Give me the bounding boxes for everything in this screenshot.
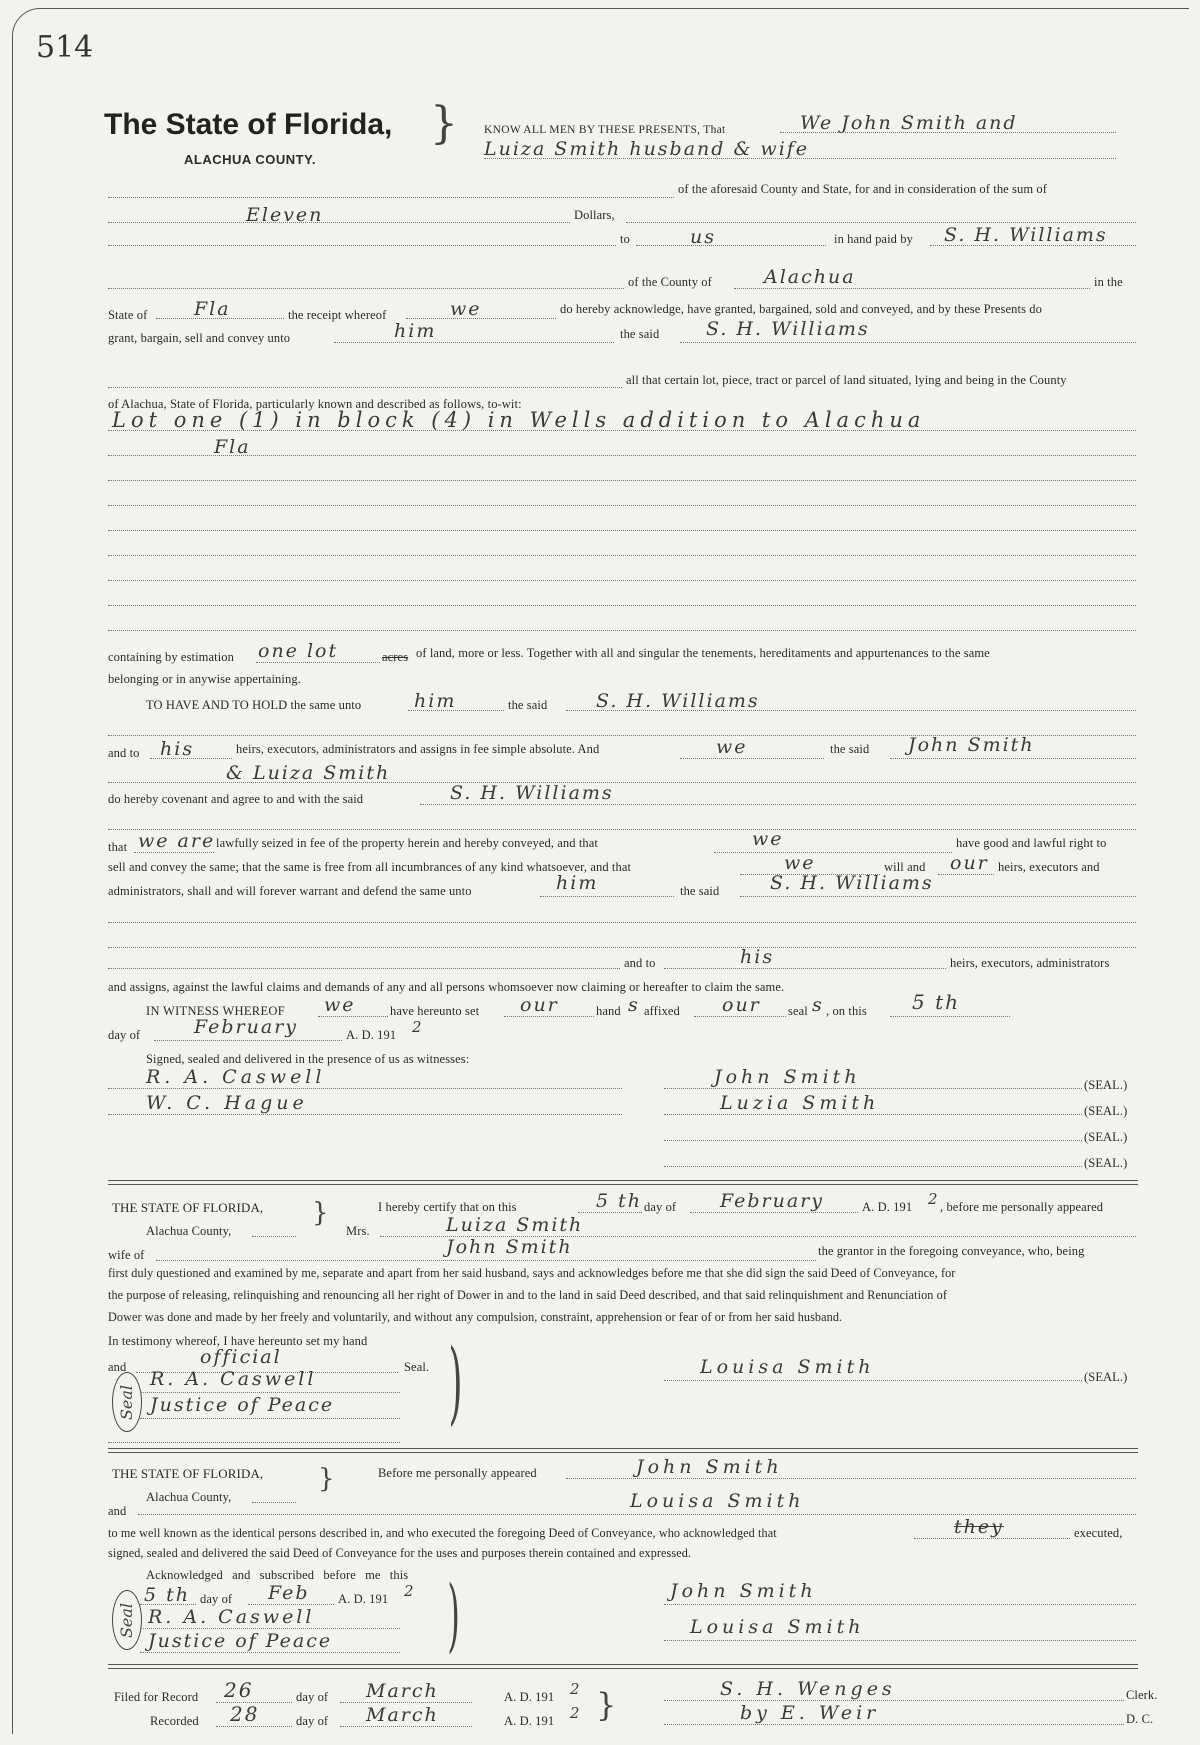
dower-grantor: the grantor in the foregoing conveyance, who, being xyxy=(818,1244,1085,1258)
grantor-handwriting-2: Luiza Smith husband & wife xyxy=(484,138,810,160)
section-divider-3 xyxy=(108,1664,1138,1669)
dower-seal-label: (SEAL.) xyxy=(1084,1370,1128,1384)
ack-signer-2-handwriting: Louisa Smith xyxy=(690,1616,865,1638)
witness-whereof-label: IN WITNESS WHEREOF xyxy=(146,1004,285,1018)
ack-officer-handwriting-1: R. A. Caswell xyxy=(148,1606,315,1628)
signed-text: Signed, sealed and delivered in the presence of us as witnesses: xyxy=(146,1052,470,1066)
to-handwriting: us xyxy=(690,226,716,248)
dower-mrs-handwriting: Luiza Smith xyxy=(446,1214,584,1236)
containing-handwriting: one lot xyxy=(258,640,339,662)
of-alachua-text: of Alachua, State of Florida, particularly known and described as follows, to-wit: xyxy=(108,397,522,411)
county-handwriting: Alachua xyxy=(764,266,856,288)
dower-testimony: In testimony whereof, I have hereunto set my hand xyxy=(108,1334,368,1348)
witness-2-handwriting: W. C. Hague xyxy=(146,1092,308,1114)
state-title: The State of Florida, xyxy=(104,108,393,141)
seal-3: (SEAL.) xyxy=(1084,1130,1128,1144)
that-handwriting: we are xyxy=(138,830,216,852)
to-label: to xyxy=(620,232,630,246)
filing-brace: } xyxy=(596,1686,617,1724)
covenant-handwriting: S. H. Williams xyxy=(450,782,614,804)
dower-before: , before me personally appeared xyxy=(940,1200,1104,1214)
dower-year-handwriting: 2 xyxy=(928,1190,940,1208)
dower-ad: A. D. 191 xyxy=(862,1200,913,1214)
dower-seal-stamp: Seal xyxy=(112,1372,142,1432)
and-assigns-text: and assigns, against the lawful claims and demands of any and all persons whomsoever now claiming or hereafter to claim the same. xyxy=(108,980,785,994)
dower-p1: first duly questioned and examined by me, separate and apart from her said husband, says and acknowledges before me that she did sign the said Deed of Conveyance, for xyxy=(108,1266,956,1280)
dower-and: and xyxy=(108,1360,127,1374)
hand-paid-label: in hand paid by xyxy=(834,232,913,246)
that-label: that xyxy=(108,840,128,854)
will-and-label: will and xyxy=(884,860,926,874)
ack-before: Before me personally appeared xyxy=(378,1466,537,1480)
grantee-handwriting: S. H. Williams xyxy=(706,318,870,340)
dower-day-of: day of xyxy=(644,1200,677,1214)
ack-p2: signed, sealed and delivered the said Deed of Conveyance for the uses and purposes therein contained and expressed. xyxy=(108,1546,692,1560)
ack-and: and xyxy=(108,1504,127,1518)
containing-label: containing by estimation xyxy=(108,650,234,664)
dower-official-handwriting: official xyxy=(200,1346,282,1368)
paid-by-handwriting: S. H. Williams xyxy=(944,224,1108,246)
state-of-label: State of xyxy=(108,308,148,322)
rec-year-handwriting: 2 xyxy=(570,1704,582,1722)
dower-brace: } xyxy=(312,1198,329,1228)
ack-person-1-handwriting: John Smith xyxy=(636,1456,783,1478)
year-handwriting: 2 xyxy=(412,1018,424,1036)
ack-p1: to me well known as the identical persons described in, and who executed the foregoing Deed of Conveyance, who acknowledged that xyxy=(108,1526,777,1540)
dower-state: THE STATE OF FLORIDA, xyxy=(112,1200,264,1215)
header-brace: } xyxy=(430,98,458,149)
to-have-handwriting: him xyxy=(414,690,457,712)
filed-month-handwriting: March xyxy=(366,1680,439,1702)
ack-person-2-handwriting: Louisa Smith xyxy=(630,1490,805,1512)
clerk-handwriting: S. H. Wenges xyxy=(720,1678,896,1700)
dower-certify: I hereby certify that on this xyxy=(378,1200,517,1214)
county-title: ALACHUA COUNTY. xyxy=(184,152,316,167)
state-handwriting: Fla xyxy=(194,298,231,320)
the-said-label-2: the said xyxy=(508,698,548,712)
ack-sig-brace: ) xyxy=(447,1568,460,1661)
witness-handwriting: we xyxy=(324,994,356,1016)
and-to-label-2: and to xyxy=(624,956,656,970)
sell-convey-text: sell and convey the same; that the same is free from all incumbrances of any kind whatsoever, and that xyxy=(108,860,632,874)
dc-handwriting: by E. Weir xyxy=(740,1702,880,1724)
seal-4: (SEAL.) xyxy=(1084,1156,1128,1170)
dower-day-handwriting: 5 th xyxy=(596,1190,642,1212)
ack-state: THE STATE OF FLORIDA, xyxy=(112,1466,264,1481)
section-divider-1 xyxy=(108,1180,1138,1185)
ack-county: Alachua County, xyxy=(146,1490,232,1504)
administrators-text: administrators, shall and will forever warrant and defend the same unto xyxy=(108,884,472,898)
ack-brace: } xyxy=(318,1464,335,1494)
will-handwriting: our xyxy=(950,852,989,874)
and-handwriting: we xyxy=(716,736,748,758)
ack-acknowledged: Acknowledged and subscribed before me this xyxy=(146,1568,409,1582)
ack-day-handwriting: 5 th xyxy=(144,1584,190,1606)
on-this-label: , on this xyxy=(826,1004,867,1018)
dower-p2: the purpose of releasing, relinquishing and renouncing all her right of Dower in and to the land in said Deed described, and that said relinquishment and Renunciation of xyxy=(108,1288,947,1302)
dower-p3: Dower was done and made by her freely and voluntarily, and without any compulsion, constraint, apprehension or fear of or from her said husband. xyxy=(108,1310,843,1324)
of-land-text: of land, more or less. Together with all and singular the tenements, hereditaments and appurtenances to the same xyxy=(416,646,990,660)
dower-husband-handwriting: John Smith xyxy=(446,1236,573,1258)
description-handwriting-1: Lot one (1) in block (4) in Wells addition to Alachua xyxy=(112,408,926,432)
ad-label: A. D. 191 xyxy=(346,1028,397,1042)
hand-label: hand xyxy=(596,1004,621,1018)
the-said-label-3: the said xyxy=(830,742,870,756)
ack-ad: A. D. 191 xyxy=(338,1592,389,1606)
admin-name-handwriting: S. H. Williams xyxy=(770,872,934,894)
receipt-handwriting: we xyxy=(450,298,482,320)
signer-2-handwriting: Luzia Smith xyxy=(720,1092,880,1114)
admin-handwriting: him xyxy=(556,872,599,894)
all-certain-text: all that certain lot, piece, tract or parcel of land situated, lying and being in the County xyxy=(626,373,1067,387)
ack-seal-stamp: Seal xyxy=(112,1590,142,1650)
recorded-label: Recorded xyxy=(150,1714,199,1728)
seal-2: (SEAL.) xyxy=(1084,1104,1128,1118)
lawfully-text: lawfully seized in fee of the property herein and hereby conveyed, and that xyxy=(216,836,598,850)
seal-1: (SEAL.) xyxy=(1084,1078,1128,1092)
dc-label: D. C. xyxy=(1126,1712,1154,1726)
know-all-text: KNOW ALL MEN BY THESE PRESENTS, That xyxy=(484,124,726,136)
rec-day-handwriting: 28 xyxy=(230,1702,260,1726)
grant-handwriting: him xyxy=(394,320,437,342)
acknowledge-text: do hereby acknowledge, have granted, bargained, sold and conveyed, and by these Presents do xyxy=(560,302,1042,316)
grantor-handwriting-1: We John Smith and xyxy=(800,112,1018,134)
acres-label: acres xyxy=(382,650,409,664)
month-handwriting: February xyxy=(194,1016,299,1038)
dower-county: Alachua County, xyxy=(146,1224,232,1238)
dower-officer-handwriting-2: Justice of Peace xyxy=(150,1394,335,1416)
dower-sig-brace: ) xyxy=(448,1330,463,1435)
heirs-label-2: heirs, executors and xyxy=(998,860,1100,874)
ack-month-handwriting: Feb xyxy=(268,1582,310,1604)
description-handwriting-2: Fla xyxy=(214,436,251,458)
lawfully-handwriting: we xyxy=(752,828,784,850)
consideration-text: of the aforesaid County and State, for and in consideration of the sum of xyxy=(678,182,1048,196)
clerk-label: Clerk. xyxy=(1126,1688,1158,1702)
filed-day-of: day of xyxy=(296,1690,329,1704)
dower-officer-handwriting-1: R. A. Caswell xyxy=(150,1368,317,1390)
section-divider-2 xyxy=(108,1448,1138,1453)
witness-1-handwriting: R. A. Caswell xyxy=(146,1066,326,1088)
dower-seal-word: Seal. xyxy=(404,1360,430,1374)
ack-year-handwriting: 2 xyxy=(404,1582,416,1600)
to-have-name-handwriting: S. H. Williams xyxy=(596,690,760,712)
to-have-label: TO HAVE AND TO HOLD the same unto xyxy=(146,698,362,712)
page-number: 514 xyxy=(36,30,94,65)
filed-year-handwriting: 2 xyxy=(570,1680,582,1698)
day-handwriting: 5 th xyxy=(912,990,960,1014)
filed-day-handwriting: 26 xyxy=(224,1678,254,1702)
belonging-text: belonging or in anywise appertaining. xyxy=(108,672,301,686)
seal-label-small: seal xyxy=(788,1004,808,1018)
hand-s-handwriting: s xyxy=(628,994,640,1016)
dower-wife-of: wife of xyxy=(108,1248,145,1262)
filed-ad: A. D. 191 xyxy=(504,1690,555,1704)
dower-month-handwriting: February xyxy=(720,1190,825,1212)
hereunto-handwriting: our xyxy=(520,994,559,1016)
heirs-label-3: heirs, executors, administrators xyxy=(950,956,1110,970)
ack-signer-1-handwriting: John Smith xyxy=(670,1580,817,1602)
dower-mrs: Mrs. xyxy=(346,1224,370,1238)
have-good-label: have good and lawful right to xyxy=(956,836,1107,850)
rec-ad: A. D. 191 xyxy=(504,1714,555,1728)
affixed-handwriting: our xyxy=(722,994,761,1016)
the-said-label: the said xyxy=(620,327,660,341)
amount-handwriting: Eleven xyxy=(246,204,324,226)
affixed-label: affixed xyxy=(644,1004,680,1018)
rec-month-handwriting: March xyxy=(366,1704,439,1726)
filed-label: Filed for Record xyxy=(114,1690,199,1704)
dollars-label: Dollars, xyxy=(574,208,615,222)
covenantor-handwriting-2: & Luiza Smith xyxy=(226,762,391,784)
and-to-handwriting: his xyxy=(160,738,195,760)
day-of-label: day of xyxy=(108,1028,141,1042)
rec-day-of: day of xyxy=(296,1714,329,1728)
seal-s-handwriting: s xyxy=(812,994,824,1016)
and-to-label: and to xyxy=(108,746,140,760)
receipt-label: the receipt whereof xyxy=(288,308,387,322)
in-the-label: in the xyxy=(1094,275,1123,289)
heirs-exec-text: heirs, executors, administrators and assigns in fee simple absolute. And xyxy=(236,742,600,756)
of-county-label: of the County of xyxy=(628,275,712,289)
the-said-label-4: the said xyxy=(680,884,720,898)
signer-1-handwriting: John Smith xyxy=(714,1066,861,1088)
ack-officer-handwriting-2: Justice of Peace xyxy=(148,1630,333,1652)
ack-executed: executed, xyxy=(1074,1526,1123,1540)
and-to-2-handwriting: his xyxy=(740,946,775,968)
sell-handwriting: we xyxy=(784,852,816,874)
ack-they-handwriting: they xyxy=(954,1516,1004,1538)
dower-signer-handwriting: Louisa Smith xyxy=(700,1356,875,1378)
covenantor-handwriting-1: John Smith xyxy=(908,734,1035,756)
grant-label: grant, bargain, sell and convey unto xyxy=(108,331,291,345)
have-hereunto-label: have hereunto set xyxy=(390,1004,480,1018)
covenant-text: do hereby covenant and agree to and with the said xyxy=(108,792,364,806)
ack-day-of: day of xyxy=(200,1592,233,1606)
